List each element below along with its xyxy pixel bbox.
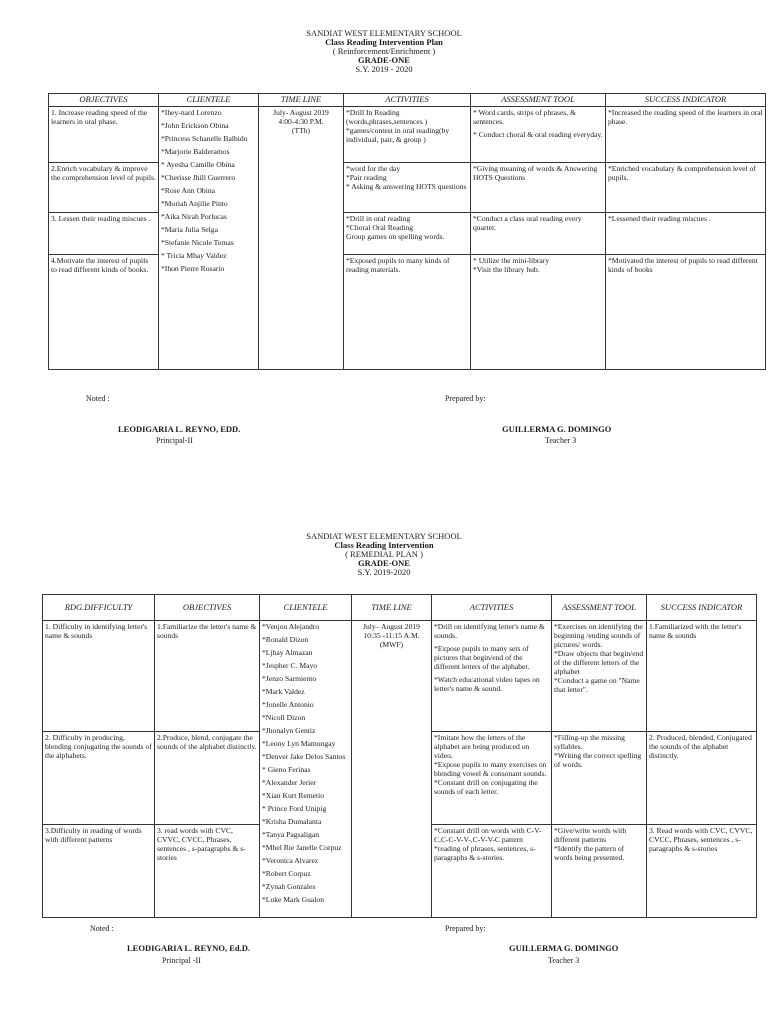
principal-title: Principal-II: [156, 436, 193, 445]
activity-item: *Imitate how the letters of the alphabet are being produced on video.: [434, 733, 530, 760]
pupil-name: *Ihon Pierre Rosario: [161, 263, 225, 273]
activities-cell: [344, 162, 471, 212]
plan-subtitle: ( REMEDIAL PLAN ): [345, 549, 423, 559]
column-header: SUCCESS INDICATOR: [606, 94, 766, 107]
success-cell: 2. Produced, blended, Conjugated the sounds of the alphabet distinctly.: [647, 732, 757, 825]
table-row: [43, 621, 757, 732]
activity-item: *Watch educational video tapes on letter's name & sound.: [434, 675, 540, 693]
pupil-name: *Tanya Pagsaligan: [262, 830, 320, 839]
principal-name: LEODIGARIA L. REYNO, EDD.: [118, 424, 241, 434]
pupil-name: *Zynah Gonzales: [262, 882, 316, 891]
plan-title: Class Reading Intervention: [334, 540, 434, 550]
success-cell: *Motivated the interest of pupils to read different kinds of books: [606, 254, 766, 369]
pupil-name: *Nicoll Dizon: [262, 713, 306, 722]
pupil-name: *Ronald Dizon: [262, 635, 309, 644]
pupil-name: *Denver Jake Delos Santos: [262, 752, 346, 761]
assessment-cell: [471, 254, 606, 369]
noted-label: Noted :: [90, 924, 114, 933]
column-header: OBJECTIVES: [49, 94, 159, 107]
clientele-cell: [159, 106, 259, 369]
pupil-name: *Veronica Alvarez: [262, 856, 319, 865]
plan1-table: [48, 93, 766, 370]
plan-subtitle: ( Reinforcement/Enrichment ): [332, 46, 436, 56]
activity-item: *Drill in oral reading: [346, 213, 411, 223]
assessment-item: *Conduct a game on "Name that letter".: [554, 676, 640, 694]
column-header: SUCCESS INDICATOR: [647, 595, 757, 621]
assessment-cell: [552, 621, 647, 732]
pupil-name: *Ihey-nard Lorenzo: [161, 107, 222, 117]
pupil-name: *Alexander Jerier: [262, 778, 317, 787]
assessment-item: *Draw objects that begin/end of the different letters of the alphabet: [554, 649, 644, 676]
assessment-item: *Filling-up the missing syllables.: [554, 733, 625, 751]
timeline-days: (MWF): [379, 640, 404, 649]
column-header: ASSESSMENT TOOL: [552, 595, 647, 621]
pupil-name: *Stefanie Nicole Tomas: [161, 237, 234, 247]
table-row: [49, 162, 766, 212]
timeline-days: (TTh): [291, 125, 311, 135]
activities-cell: [432, 732, 552, 825]
noted-label: Noted :: [86, 394, 110, 403]
assessment-cell: [552, 732, 647, 825]
pupil-name: *Xian Kurt Remetio: [262, 791, 325, 800]
pupil-name: * Gieno Ferinas: [262, 765, 311, 774]
activities-cell: [432, 621, 552, 732]
prepared-label: Prepared by:: [445, 394, 486, 403]
table-header-row: [49, 94, 766, 107]
activity-item: *Choral Oral Reading: [346, 222, 414, 232]
success-cell: *Enriched vocabulary & comprehension level of pupils.: [606, 162, 766, 212]
pupil-name: * Prince Ford Unipig: [262, 804, 327, 813]
plan2-header: [0, 532, 768, 577]
assessment-cell: [471, 162, 606, 212]
pupil-name: *Krisha Dumalanta: [262, 817, 322, 826]
pupil-name: *Jenzo Sarmiento: [262, 674, 317, 683]
school-name: SANDIAT WEST ELEMENTARY SCHOOL: [306, 28, 462, 38]
assessment-item: HOTS Questions: [473, 172, 526, 182]
pupil-name: *Mhel Rie Janelle Corpuz: [262, 843, 342, 852]
assessment-item: * Word cards, strips of phrases, & sentences.: [473, 107, 577, 126]
pupil-name: *Jespher C. Mayo: [262, 661, 318, 670]
table-row: [49, 254, 766, 369]
principal-title: Principal -II: [162, 956, 201, 965]
pupil-name: *Marjorie Balderamos: [161, 146, 230, 156]
activity-item: * Asking & answering HOTS questions: [346, 181, 467, 191]
assessment-item: *Exercises on identifying the beginning /ending sounds of pictures/ words.: [554, 622, 643, 649]
assessment-item: *Identify the pattern of words being presented.: [554, 844, 625, 862]
activities-cell: [344, 106, 471, 162]
success-cell: 1.Familiarized with the letter's name & sounds: [647, 621, 757, 732]
pupil-name: *Ljhay Almazan: [262, 648, 313, 657]
column-header: OBJECTIVES: [155, 595, 260, 621]
plan1-header: [0, 29, 768, 74]
pupil-name: *Leony Lyn Mamungay: [262, 739, 336, 748]
assessment-item: * Utilize the mini-library: [473, 255, 550, 265]
assessment-item: *Writing the correct spelling of words.: [554, 751, 642, 769]
column-header: TIME LINE: [352, 595, 432, 621]
table-row: [49, 212, 766, 254]
prepared-label: Prepared by:: [445, 924, 486, 933]
teacher-name: GUILLERMA G. DOMINGO: [509, 943, 619, 953]
pupil-name: *Venjou Alejandro: [262, 622, 320, 631]
pupil-name: *Mark Valdez: [262, 687, 305, 696]
assessment-item: * Conduct choral & oral reading everyday.: [473, 129, 603, 139]
school-year: S.Y. 2019-2020: [357, 567, 411, 577]
activities-cell: [432, 825, 552, 918]
activity-item: *word for the day: [346, 163, 401, 173]
column-header: ACTIVITIES: [432, 595, 552, 621]
assessment-cell: [471, 106, 606, 162]
teacher-name: GUILLERMA G. DOMINGO: [502, 424, 612, 434]
column-header: ASSESSMENT TOOL: [471, 94, 606, 107]
assessment-cell: [471, 212, 606, 254]
activity-item: Group games on spelling words.: [346, 231, 445, 241]
objective-cell: 3. read words with CVC, CVVC, CVCC, Phrases, sentences , s-paragraphs & s-stories: [155, 825, 260, 918]
timeline-cell: [259, 106, 344, 369]
activity-item: *Drill on identifying letter's name & sounds.: [434, 622, 545, 640]
pupil-name: * Tricia Mhay Valdez: [161, 250, 227, 260]
column-header: ACTIVITIES: [344, 94, 471, 107]
assessment-item: *Giving meaning of words & Answering: [473, 163, 598, 173]
difficulty-cell: 2. Difficulty in producing, blending conjugating the sounds of the alphabets.: [43, 732, 155, 825]
table-row: [49, 106, 766, 162]
activities-cell: [344, 254, 471, 369]
column-header: RDG.DIFFICULTY: [43, 595, 155, 621]
objective-cell: 4.Motivate the interest of pupils to read different kinds of books.: [49, 254, 159, 369]
timeline-time: 4:00-4:30 P.M.: [278, 116, 324, 126]
activity-item: *Expose pupils to many sets of pictures that begin/end of the different letters of the alphabet.: [434, 644, 530, 671]
principal-name: LEODIGARIA L. REYNO, Ed.D.: [127, 943, 251, 953]
timeline-cell: [352, 621, 432, 918]
pupil-name: *Luke Mark Gualon: [262, 895, 324, 904]
timeline-dates: July- August 2019: [273, 107, 329, 117]
objective-cell: 3. Lessen their reading miscues .: [49, 212, 159, 254]
pupil-name: *Jhonalyn Gentiz: [262, 726, 316, 735]
objective-cell: 1. Increase reading speed of the learners in oral phase.: [49, 106, 159, 162]
activity-item: *Constant drill on words with C-V-C,C-C-V-V-,C-V-V-C pattern: [434, 826, 542, 844]
pupil-name: *Maria Julia Selga: [161, 224, 218, 234]
timeline-time: 10:35 -11:15 A.M.: [363, 631, 420, 640]
school-year: S.Y. 2019 - 2020: [355, 64, 413, 74]
column-header: CLIENTELE: [159, 94, 259, 107]
difficulty-cell: 1. Difficulty in identifying letter's name & sounds: [43, 621, 155, 732]
activity-item: *Pair reading: [346, 172, 387, 182]
table-header-row: [43, 595, 757, 621]
assessment-item: *Visit the library hub.: [473, 264, 540, 274]
pupil-name: *John Erickson Obina: [161, 120, 229, 130]
school-name: SANDIAT WEST ELEMENTARY SCHOOL: [306, 531, 462, 541]
pupil-name: *Aika Nirah Porlucas: [161, 211, 227, 221]
timeline-dates: July– August 2019: [363, 622, 420, 631]
grade-level: GRADE-ONE: [358, 55, 410, 65]
objective-cell: 2.Enrich vocabulary & improve the comprehension level of pupils.: [49, 162, 159, 212]
activity-item: *Constant drill on conjugating the sounds of each letter.: [434, 778, 538, 796]
pupil-name: *Moriah Anjilie Pinto: [161, 198, 228, 208]
clientele-cell: [260, 621, 352, 918]
pupil-name: *Princess Schanelle Balbido: [161, 133, 248, 143]
activity-item: *Expose pupils to many exercises on blending vowel & consonant sounds.: [434, 760, 547, 778]
activities-cell: [344, 212, 471, 254]
activity-item: *Exposed pupils to many kinds of reading materials.: [346, 255, 450, 274]
assessment-item: *Give/write words with different patterns: [554, 826, 627, 844]
pupil-name: *Cherisse Jhill Guerrero: [161, 172, 236, 182]
pupil-name: * Ayesha Camille Obina: [161, 159, 235, 169]
pupil-name: *Jonelle Antonio: [262, 700, 314, 709]
teacher-title: Teacher 3: [545, 436, 577, 445]
teacher-title: Teacher 3: [548, 956, 580, 965]
assessment-cell: [552, 825, 647, 918]
column-header: TIME LINE: [259, 94, 344, 107]
activity-item: *reading of phrases, sentences, s-paragraphs & s-stories.: [434, 844, 536, 862]
difficulty-cell: 3.Difficulty in reading of words with different patterns: [43, 825, 155, 918]
plan-title: Class Reading Intervention Plan: [325, 37, 443, 47]
plan2-table: [42, 594, 757, 918]
success-cell: 3. Read words with CVC, CVVC, CVCC, Phrases, sentences , s-paragraphs & s-stories: [647, 825, 757, 918]
success-cell: *Lessened their reading miscues .: [606, 212, 766, 254]
objective-cell: 2.Produce, blend, conjugate the sounds of the alphabet distinctly.: [155, 732, 260, 825]
objective-cell: 1.Familiarize the letter's name & sounds: [155, 621, 260, 732]
activity-item: *Drill In Reading (words,phrases,sentences ) *games/contest in oral reading(by individual, pair, & group ): [346, 107, 450, 144]
assessment-item: *Conduct a class oral reading every quarter.: [473, 213, 582, 232]
column-header: CLIENTELE: [260, 595, 352, 621]
pupil-name: *Rose Ann Obina: [161, 185, 215, 195]
pupil-name: *Robert Corpuz: [262, 869, 311, 878]
grade-level: GRADE-ONE: [358, 558, 410, 568]
success-cell: *Increased the reading speed of the learners in oral phase.: [606, 106, 766, 162]
